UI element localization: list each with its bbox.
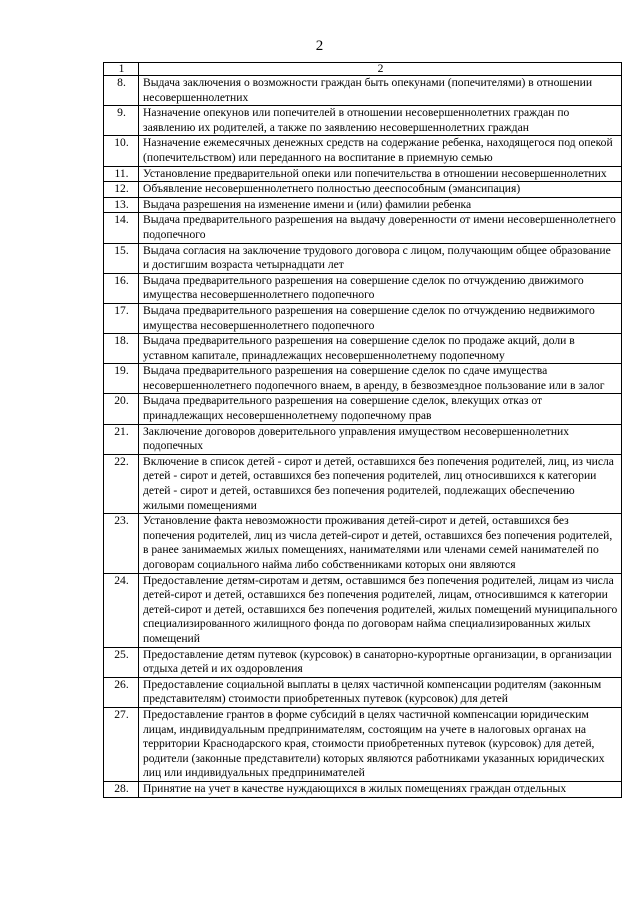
services-table-body: [104, 63, 622, 798]
table-row: [104, 182, 622, 198]
row-number: 12.: [104, 182, 139, 198]
row-description: Выдача согласия на заключение трудового договора с лицом, получающим общее образование и достигшим возраста четырнадцати лет: [139, 243, 622, 273]
row-number: 16.: [104, 273, 139, 303]
row-number: 9.: [104, 106, 139, 136]
row-number: 18.: [104, 334, 139, 364]
row-description: Предоставление социальной выплаты в целях частичной компенсации родителям (законным представителям) стоимости приобретенных путевок (курсовок) для детей: [139, 677, 622, 707]
row-description: Выдача предварительного разрешения на совершение сделок по продаже акций, доли в уставном капитале, принадлежащих несовершеннолетнему подопечному: [139, 334, 622, 364]
row-number: 21.: [104, 424, 139, 454]
row-number: 28.: [104, 781, 139, 797]
row-description: Выдача предварительного разрешения на совершение сделок по отчуждению движимого имущества несовершеннолетнего подопечного: [139, 273, 622, 303]
table-row: [104, 647, 622, 677]
row-description: Выдача предварительного разрешения на совершение сделок, влекущих отказ от принадлежащих несовершеннолетнему подопечному прав: [139, 394, 622, 424]
table-row: [104, 707, 622, 781]
table-row: [104, 303, 622, 333]
row-number: 10.: [104, 136, 139, 166]
row-description: Предоставление детям путевок (курсовок) в санаторно-курортные организации, в организации отдыха детей и их оздоровления: [139, 647, 622, 677]
row-number: 23.: [104, 514, 139, 573]
row-description: Включение в список детей - сирот и детей, оставшихся без попечения родителей, лиц, из числа детей - сирот и детей, оставшихся без попечения родителей, лиц относившихся к категории детей - сирот и детей, оставшихся без попечения родителей, подлежащих обеспечению жилыми помещениями: [139, 454, 622, 513]
row-description: Предоставление грантов в форме субсидий в целях частичной компенсации юридическим лицам, индивидуальным предпринимателям, состоящим на учете в налоговых органах на территории Краснодарского края, стоимости приобретенных путевок (курсовок) для детей, родители (законные представители) которых являются работниками указанных юридических лиц или индивидуальных предпринимателей: [139, 707, 622, 781]
table-header-row: [104, 63, 622, 76]
table-row: [104, 213, 622, 243]
table-row: [104, 424, 622, 454]
services-table: [103, 62, 622, 798]
row-number: 17.: [104, 303, 139, 333]
row-number: 14.: [104, 213, 139, 243]
table-row: [104, 334, 622, 364]
row-description: Заключение договоров доверительного управления имуществом несовершеннолетних подопечных: [139, 424, 622, 454]
header-column-description: 2: [139, 63, 622, 76]
row-description: Принятие на учет в качестве нуждающихся в жилых помещениях граждан отдельных: [139, 781, 622, 797]
header-column-number: 1: [104, 63, 139, 76]
table-row: [104, 677, 622, 707]
row-description: Выдача предварительного разрешения на выдачу доверенности от имени несовершеннолетнего подопечного: [139, 213, 622, 243]
page-number: 2: [315, 38, 324, 54]
table-row: [104, 573, 622, 647]
row-number: 13.: [104, 197, 139, 213]
table-row: [104, 364, 622, 394]
row-number: 25.: [104, 647, 139, 677]
row-description: Предоставление детям-сиротам и детям, оставшимся без попечения родителей, лицам из числа детей-сирот и детей, оставшихся без попечения родителей, лицам, относившимся к категории детей-сирот и детей, оставшихся без попечения родителей, жилых помещений муниципального специализированного жилищного фонда по договорам найма специализированных жилых помещений: [139, 573, 622, 647]
row-number: 8.: [104, 76, 139, 106]
row-description: Выдача заключения о возможности граждан быть опекунами (попечителями) в отношении несовершеннолетних: [139, 76, 622, 106]
table-row: [104, 514, 622, 573]
row-description: Назначение ежемесячных денежных средств на содержание ребенка, находящегося под опекой (попечительством) или переданного на воспитание в приемную семью: [139, 136, 622, 166]
row-number: 20.: [104, 394, 139, 424]
row-description: Объявление несовершеннолетнего полностью дееспособным (эмансипация): [139, 182, 622, 198]
row-number: 22.: [104, 454, 139, 513]
table-row: [104, 106, 622, 136]
table-row: [104, 243, 622, 273]
table-row: [104, 454, 622, 513]
row-number: 27.: [104, 707, 139, 781]
table-row: [104, 197, 622, 213]
table-row: [104, 273, 622, 303]
table-row: [104, 781, 622, 797]
row-description: Выдача предварительного разрешения на совершение сделок по отчуждению недвижимого имущества несовершеннолетнего подопечного: [139, 303, 622, 333]
row-description: Выдача предварительного разрешения на совершение сделок по сдаче имущества несовершеннолетнего подопечного внаем, в аренду, в безвозмездное пользование или в залог: [139, 364, 622, 394]
row-number: 19.: [104, 364, 139, 394]
row-description: Выдача разрешения на изменение имени и (или) фамилии ребенка: [139, 197, 622, 213]
row-number: 15.: [104, 243, 139, 273]
row-description: Установление предварительной опеки или попечительства в отношении несовершеннолетних: [139, 166, 622, 182]
table-row: [104, 76, 622, 106]
row-description: Установление факта невозможности проживания детей-сирот и детей, оставшихся без попечения родителей, лиц из числа детей-сирот и детей, оставшихся без попечения родителей, в ранее занимаемых жилых помещениях, нанимателями или членами семей нанимателей по договорам социального найма либо собственниками которых они являются: [139, 514, 622, 573]
row-number: 11.: [104, 166, 139, 182]
row-number: 26.: [104, 677, 139, 707]
table-row: [104, 136, 622, 166]
row-number: 24.: [104, 573, 139, 647]
table-row: [104, 166, 622, 182]
row-description: Назначение опекунов или попечителей в отношении несовершеннолетних граждан по заявлению их родителей, а также по заявлению несовершеннолетних граждан: [139, 106, 622, 136]
table-row: [104, 394, 622, 424]
